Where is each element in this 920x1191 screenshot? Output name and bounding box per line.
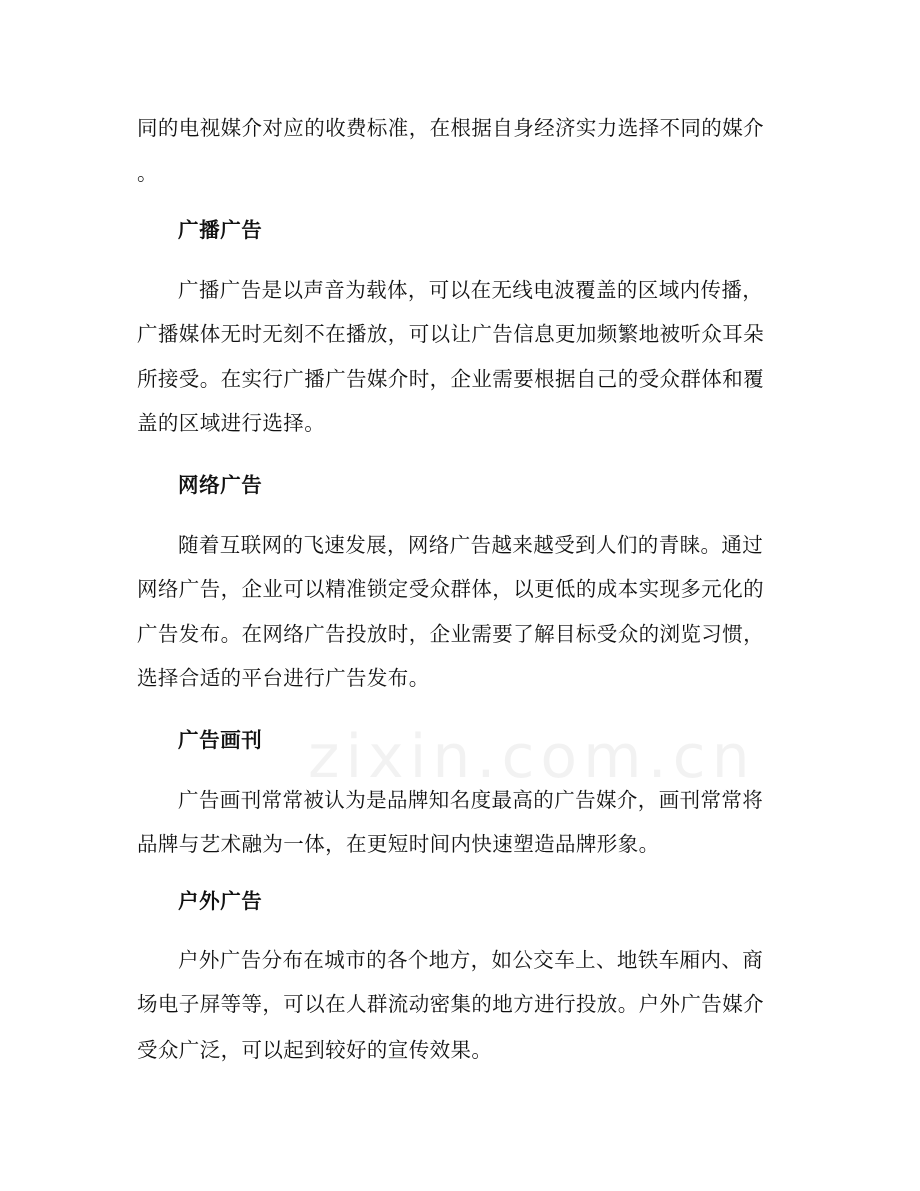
- paragraph-line: 选择合适的平台进行广告发布。: [137, 666, 430, 690]
- section-heading-pictorial: 广告画刊: [178, 728, 263, 752]
- intro-line-1: 同的电视媒介对应的收费标准，在根据自身经济实力选择不同的媒介: [137, 116, 764, 140]
- paragraph-line: 受众广泛，可以起到较好的宣传效果。: [137, 1038, 493, 1062]
- paragraph-line: 品牌与艺术融为一体，在更短时间内快速塑造品牌形象。: [137, 832, 660, 856]
- watermark: zixin.com.cn: [308, 722, 756, 792]
- paragraph-line: 广播媒体无时无刻不在播放，可以让广告信息更加频繁地被听众耳朵: [137, 322, 764, 346]
- paragraph-line: 广告发布。在网络广告投放时，企业需要了解目标受众的浏览习惯，: [137, 622, 764, 646]
- paragraph-line: 广播广告是以声音为载体，可以在无线电波覆盖的区域内传播，: [178, 278, 764, 302]
- paragraph-line: 盖的区域进行选择。: [137, 411, 326, 435]
- section-heading-outdoor: 户外广告: [178, 889, 263, 913]
- paragraph-line: 场电子屏等等，可以在人群流动密集的地方进行投放。户外广告媒介: [137, 992, 764, 1016]
- paragraph-line: 广告画刊常常被认为是品牌知名度最高的广告媒介，画刊常常将: [178, 788, 764, 812]
- section-heading-online: 网络广告: [178, 473, 263, 497]
- paragraph-line: 户外广告分布在城市的各个地方，如公交车上、地铁车厢内、商: [178, 948, 764, 972]
- intro-line-2: 。: [137, 161, 158, 185]
- paragraph-line: 网络广告，企业可以精准锁定受众群体，以更低的成本实现多元化的: [137, 577, 764, 601]
- paragraph-line: 所接受。在实行广播广告媒介时，企业需要根据自己的受众群体和覆: [137, 367, 764, 391]
- section-heading-radio: 广播广告: [178, 218, 263, 242]
- paragraph-line: 随着互联网的飞速发展，网络广告越来越受到人们的青睐。通过: [178, 533, 764, 557]
